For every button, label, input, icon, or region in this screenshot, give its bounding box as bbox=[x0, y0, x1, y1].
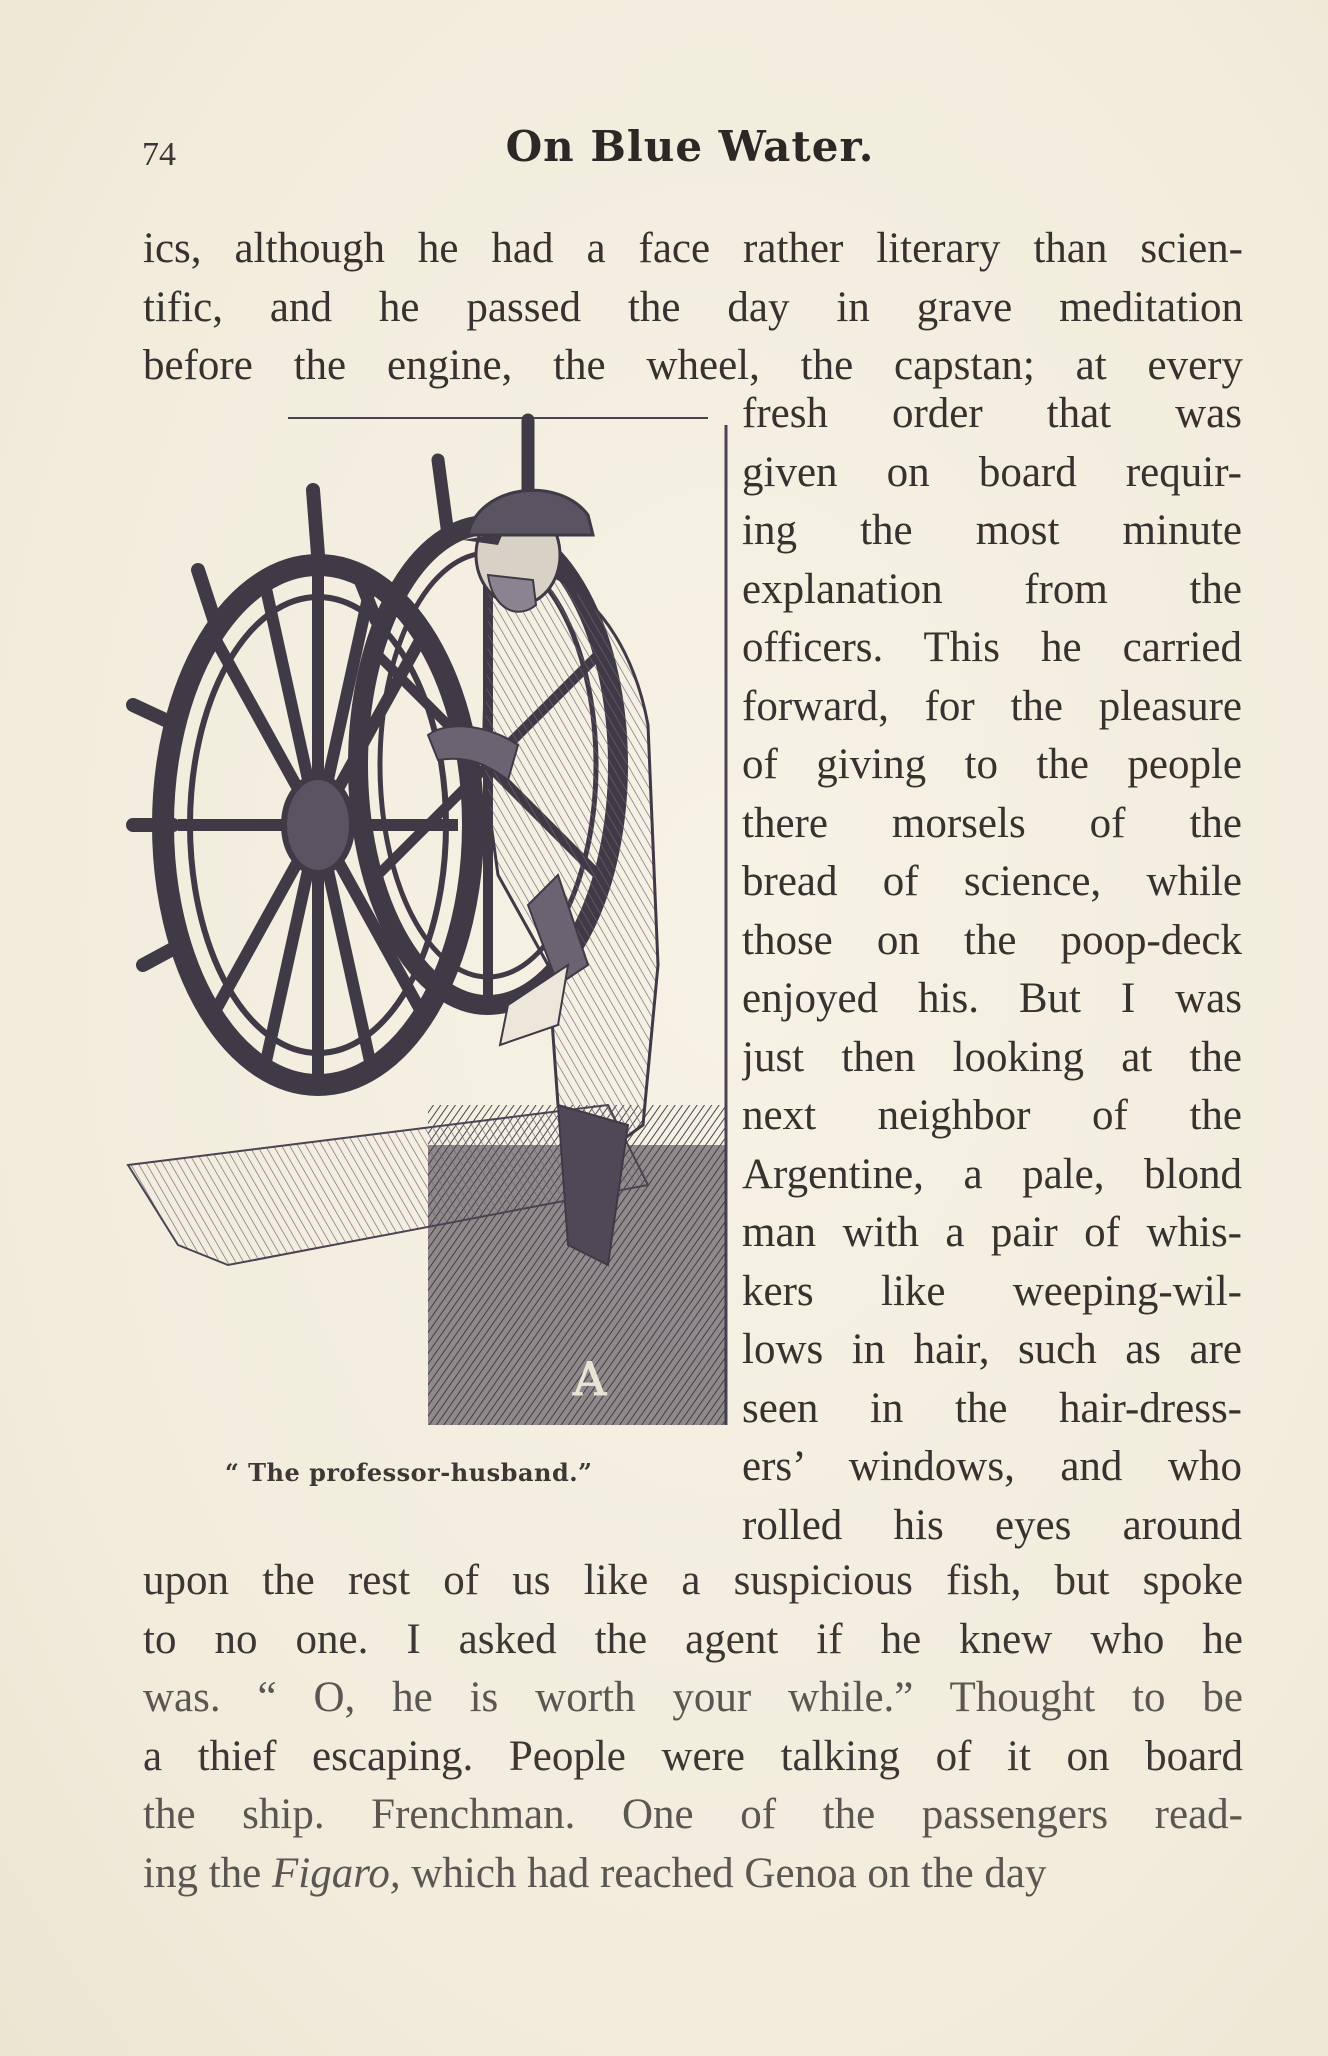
left-wheel bbox=[133, 490, 473, 1095]
engraver-signature: A bbox=[573, 1352, 607, 1406]
text-line: ing the most minute bbox=[742, 507, 1242, 554]
text-line: those on the poop-deck bbox=[742, 916, 1242, 964]
text-line: upon the rest of us like a suspicious fish, but spoke bbox=[143, 1557, 1243, 1604]
last-line-before: ing the bbox=[143, 1849, 272, 1897]
side-paragraph bbox=[742, 385, 1242, 1555]
text-line: tific, and he passed the day in grave meditation bbox=[143, 283, 1243, 331]
text-line: fresh order that was bbox=[742, 390, 1242, 437]
text-line: Argentine, a pale, blond bbox=[742, 1150, 1242, 1198]
text-line: to no one. I asked the agent if he knew who he bbox=[143, 1615, 1243, 1663]
engraving-illustration bbox=[88, 405, 728, 1435]
text-line: was. “ O, he is worth your while.” Thought to be bbox=[143, 1674, 1243, 1721]
figaro-italic: Figaro, bbox=[271, 1849, 401, 1897]
text-line: kers like weeping-wil- bbox=[742, 1267, 1242, 1315]
last-text-line bbox=[143, 1845, 1243, 1904]
text-line: a thief escaping. People were talking of it on board bbox=[143, 1732, 1243, 1780]
text-line: just then looking at the bbox=[742, 1033, 1242, 1081]
text-line: explanation from the bbox=[742, 565, 1242, 613]
last-line-after: which had reached Genoa on the day bbox=[400, 1849, 1047, 1897]
bottom-paragraph bbox=[143, 1552, 1243, 1903]
text-line: enjoyed his. But I was bbox=[742, 975, 1242, 1022]
text-line: man with a pair of whis- bbox=[742, 1209, 1242, 1256]
ships-wheel-engraving bbox=[88, 405, 728, 1435]
text-line: the ship. Frenchman. One of the passengers read- bbox=[143, 1791, 1243, 1838]
text-line: rolled his eyes around bbox=[742, 1501, 1242, 1549]
top-paragraph bbox=[143, 220, 1243, 396]
text-line: given on board requir- bbox=[742, 448, 1242, 496]
page-number: 74 bbox=[142, 136, 176, 173]
text-line: seen in the hair-dress- bbox=[742, 1384, 1242, 1432]
text-line: bread of science, while bbox=[742, 858, 1242, 905]
text-line: ers’ windows, and who bbox=[742, 1443, 1242, 1490]
text-line: lows in hair, such as are bbox=[742, 1326, 1242, 1373]
text-line: next neighbor of the bbox=[742, 1092, 1242, 1139]
running-title: On Blue Water. bbox=[505, 122, 875, 171]
text-line: there morsels of the bbox=[742, 799, 1242, 847]
text-line: forward, for the pleasure bbox=[742, 682, 1242, 730]
page-header bbox=[140, 122, 1240, 182]
text-line: officers. This he carried bbox=[742, 624, 1242, 671]
text-line: ics, although he had a face rather literary than scien- bbox=[143, 225, 1243, 272]
figure-caption: “ The professor-husband.” bbox=[225, 1458, 593, 1487]
text-line: of giving to the people bbox=[742, 741, 1242, 788]
text-line: before the engine, the wheel, the capstan; at every bbox=[143, 342, 1243, 389]
